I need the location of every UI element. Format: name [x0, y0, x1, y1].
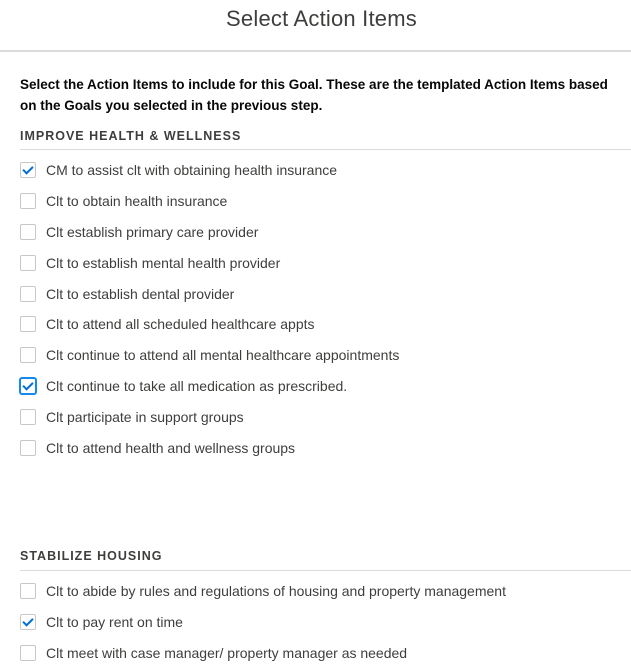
checkbox[interactable] [20, 224, 36, 240]
action-item-label: Clt continue to take all medication as prescribed. [46, 377, 348, 394]
section-divider [20, 149, 631, 150]
checkbox-checked[interactable] [20, 378, 36, 394]
action-item[interactable] [20, 401, 399, 432]
action-item[interactable] [20, 247, 399, 278]
modal-header [0, 0, 631, 52]
action-item[interactable] [20, 340, 399, 371]
action-item[interactable] [20, 155, 399, 186]
action-item-label: Clt to abide by rules and regulations of housing and property management [46, 583, 506, 600]
intro-text: Select the Action Items to include for this Goal. These are the templated Action Items based on the Goals you selected in the previous step. [20, 77, 608, 113]
checkbox[interactable] [20, 316, 36, 332]
checkbox[interactable] [20, 440, 36, 456]
checkbox[interactable] [20, 286, 36, 302]
action-item-label: Clt to attend all scheduled healthcare appts [46, 316, 315, 333]
action-item-label: Clt to establish mental health provider [46, 254, 281, 271]
action-item[interactable] [20, 278, 399, 309]
action-item[interactable] [20, 638, 506, 669]
checkbox-checked[interactable] [20, 162, 36, 178]
action-item-list-health [20, 155, 399, 463]
page-title: Select Action Items [226, 6, 417, 31]
checkbox[interactable] [20, 255, 36, 271]
checkbox-checked[interactable] [20, 614, 36, 630]
action-item-label: Clt meet with case manager/ property manager as needed [46, 644, 408, 661]
section-divider [20, 570, 631, 571]
section-title-housing: STABILIZE HOUSING [20, 549, 163, 563]
action-item-label: Clt to attend health and wellness groups [46, 439, 296, 456]
checkbox[interactable] [20, 193, 36, 209]
action-item-label: Clt continue to attend all mental healthcare appointments [46, 347, 400, 364]
checkbox[interactable] [20, 645, 36, 661]
action-item-list-housing [20, 576, 506, 668]
action-item-label: Clt to obtain health insurance [46, 193, 228, 210]
checkbox[interactable] [20, 409, 36, 425]
action-item[interactable] [20, 217, 399, 248]
action-item[interactable] [20, 186, 399, 217]
action-item[interactable] [20, 432, 399, 463]
action-item-label: Clt establish primary care provider [46, 223, 259, 240]
action-item[interactable] [20, 607, 506, 638]
action-item-label: Clt participate in support groups [46, 408, 244, 425]
action-item[interactable] [20, 576, 506, 607]
action-item-label: CM to assist clt with obtaining health insurance [46, 162, 338, 179]
action-item[interactable] [20, 371, 399, 402]
checkbox[interactable] [20, 347, 36, 363]
action-item-label: Clt to pay rent on time [46, 614, 183, 631]
section-title-health: IMPROVE HEALTH & WELLNESS [20, 129, 242, 143]
checkbox[interactable] [20, 583, 36, 599]
action-item-label: Clt to establish dental provider [46, 285, 235, 302]
action-item[interactable] [20, 309, 399, 340]
